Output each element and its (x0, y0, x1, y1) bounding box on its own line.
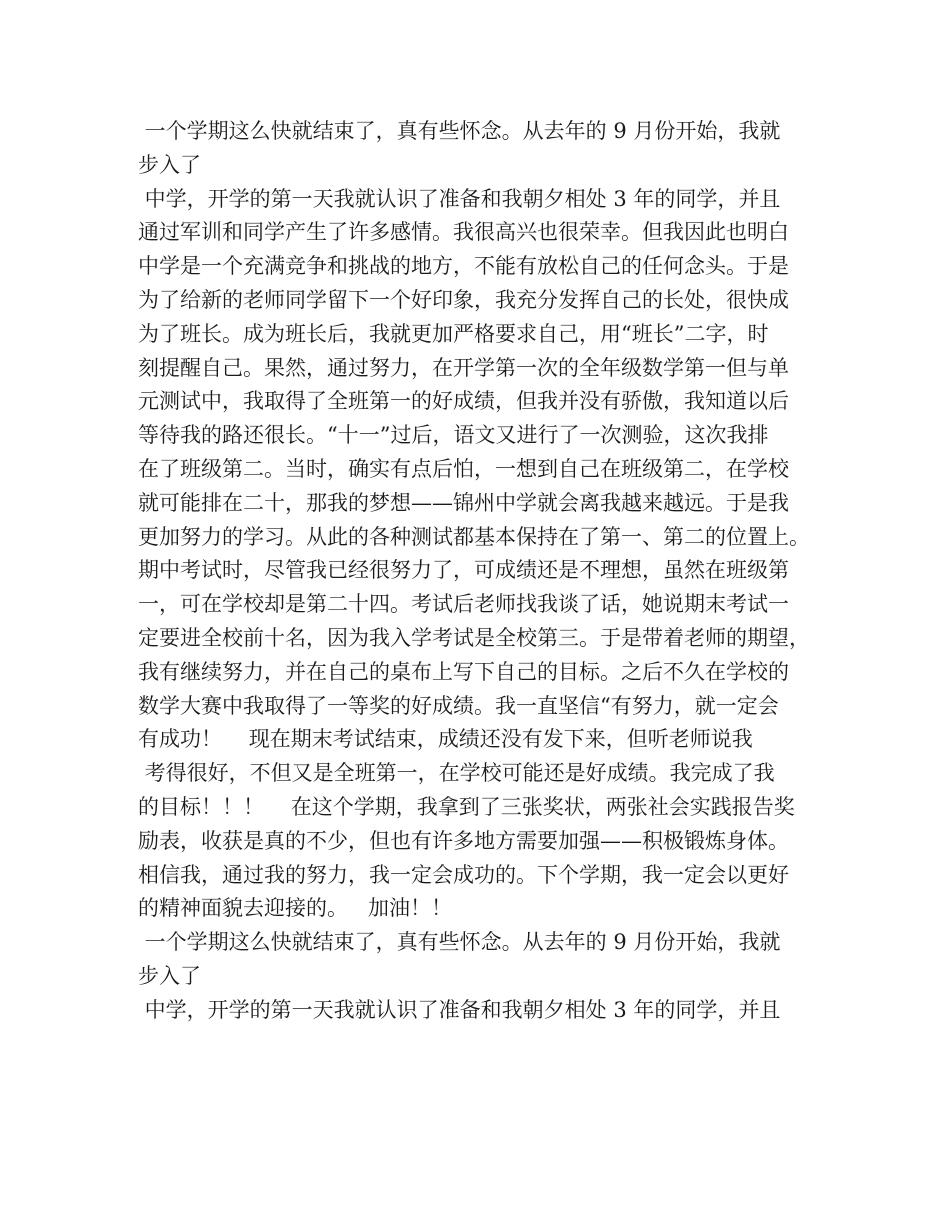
text-line: 一个学期这么快就结束了，真有些怀念。从去年的 9 月份开始，我就 (138, 930, 781, 955)
text-line: 为了给新的老师同学留下一个好印象，我充分发挥自己的长处，很快成 (138, 287, 789, 312)
text-line: 为了班长。成为班长后，我就更加严格要求自己，用“班长”二字，时 (138, 321, 769, 346)
text-line: 我有继续努力，并在自己的桌布上写下自己的目标。之后不久在学校的 (138, 659, 789, 684)
text-line: 有成功！ 现在期末考试结束，成绩还没有发下来，但听老师说我 (138, 727, 753, 752)
text-line: 的目标！！！ 在这个学期，我拿到了三张奖状，两张社会实践报告奖 (138, 794, 795, 819)
text-line: 元测试中，我取得了全班第一的好成绩，但我并没有骄傲，我知道以后 (138, 389, 789, 414)
text-line: 一，可在学校却是第二十四。考试后老师找我谈了话，她说期末考试一 (138, 592, 789, 617)
text-line: 步入了 (138, 152, 201, 177)
text-line: 数学大赛中我取得了一等奖的好成绩。我一直坚信“有努力，就一定会 (138, 693, 779, 718)
text-line: 更加努力的学习。从此的各种测试都基本保持在了第一、第二的位置上。 (138, 524, 810, 549)
text-line: 等待我的路还很长。“十一”过后，语文又进行了一次测验，这次我排 (138, 423, 769, 448)
text-line: 在了班级第二。当时，确实有点后怕，一想到自己在班级第二，在学校 (138, 456, 789, 481)
document-body-text (138, 115, 838, 1028)
text-line: 相信我，通过我的努力，我一定会成功的。下个学期，我一定会以更好 (138, 862, 789, 887)
text-line: 考得很好，不但又是全班第一，在学校可能还是好成绩。我完成了我 (138, 761, 775, 786)
text-line: 定要进全校前十名，因为我入学考试是全校第三。于是带着老师的期望， (138, 625, 810, 650)
text-line: 步入了 (138, 963, 201, 988)
text-line: 励表，收获是真的不少，但也有许多地方需要加强——积极锻炼身体。 (138, 828, 789, 853)
text-line: 中学，开学的第一天我就认识了准备和我朝夕相处 3 年的同学，并且 (138, 186, 781, 211)
text-line: 中学是一个充满竞争和挑战的地方，不能有放松自己的任何念头。于是 (138, 254, 789, 279)
text-line: 中学，开学的第一天我就认识了准备和我朝夕相处 3 年的同学，并且 (138, 997, 781, 1022)
text-line: 的精神面貌去迎接的。 加油！！ (138, 896, 453, 921)
text-line: 通过军训和同学产生了许多感情。我很高兴也很荣幸。但我因此也明白 (138, 220, 789, 245)
text-line: 就可能排在二十，那我的梦想——锦州中学就会离我越来越远。于是我 (138, 490, 789, 515)
text-line: 刻提醒自己。果然，通过努力，在开学第一次的全年级数学第一但与单 (138, 355, 789, 380)
text-line: 一个学期这么快就结束了，真有些怀念。从去年的 9 月份开始，我就 (138, 119, 781, 143)
text-line: 期中考试时，尽管我已经很努力了，可成绩还是不理想，虽然在班级第 (138, 558, 789, 583)
